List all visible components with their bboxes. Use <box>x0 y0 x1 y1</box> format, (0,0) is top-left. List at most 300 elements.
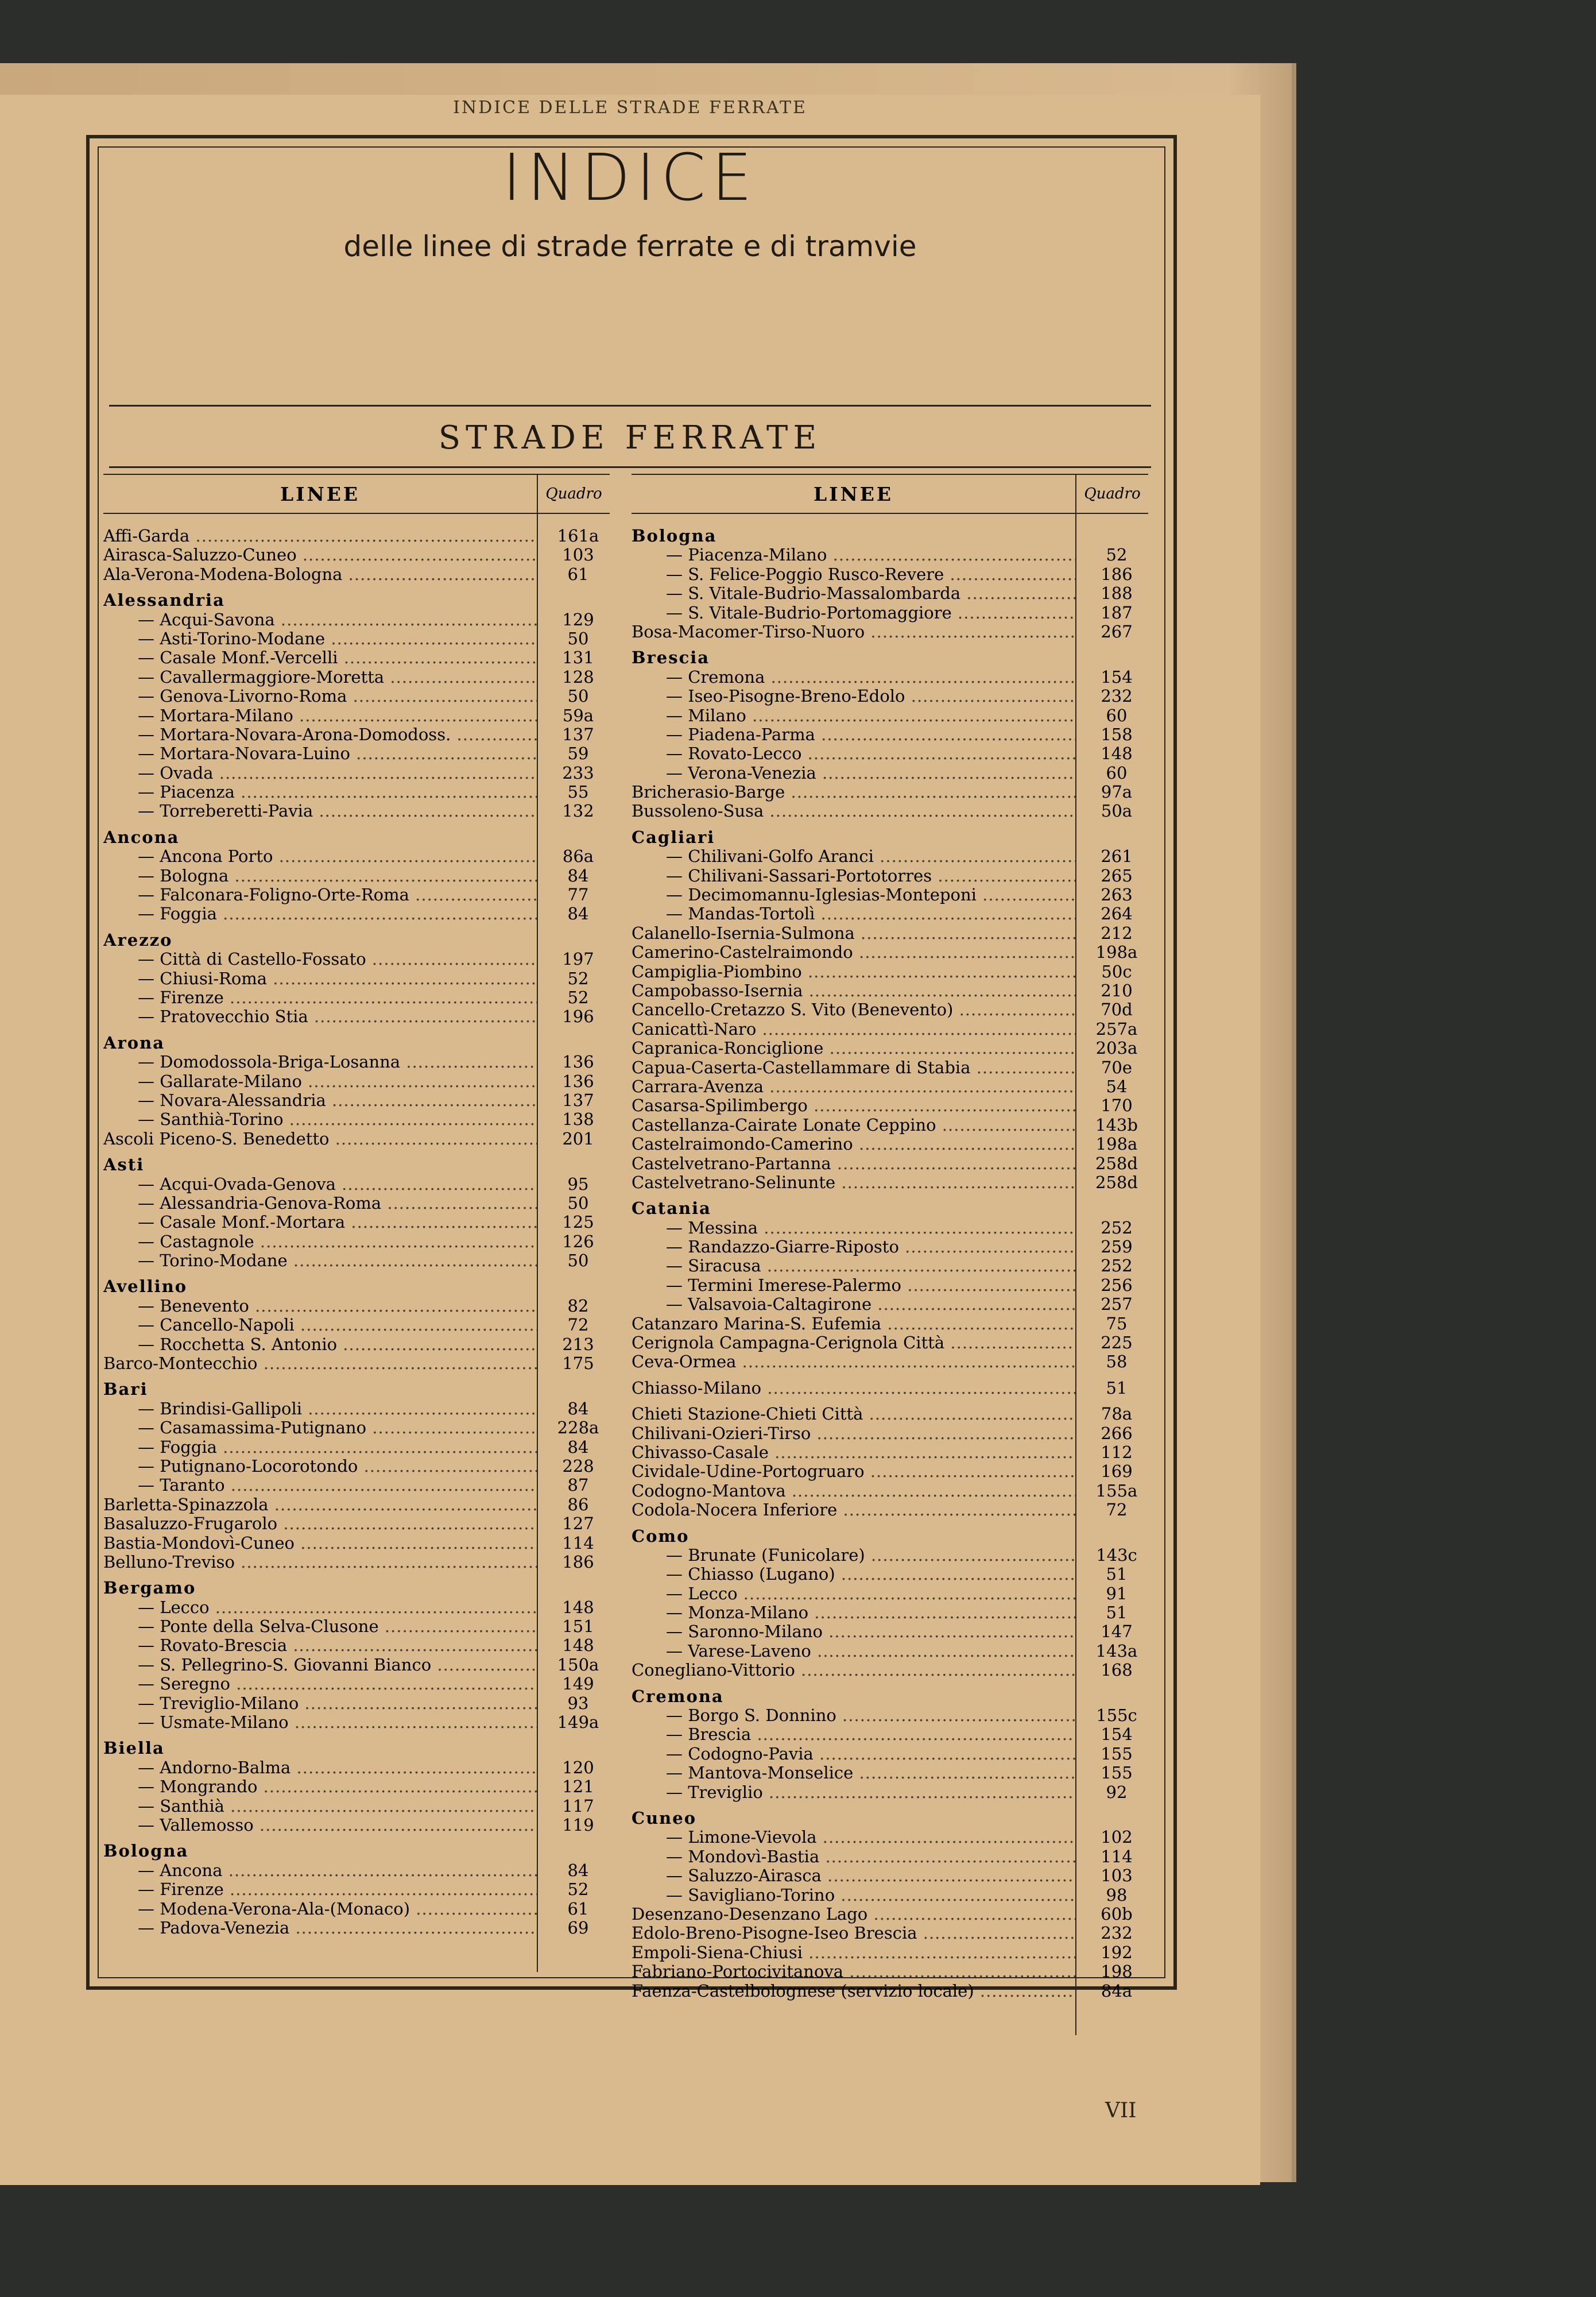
running-head: INDICE DELLE STRADE FERRATE <box>453 98 807 118</box>
entry-label: — Padova-Venezia <box>138 1918 290 1938</box>
index-entry <box>632 1501 1148 1519</box>
index-entry <box>632 1173 1148 1192</box>
entry-label: — S. Vitale-Budrio-Massalombarda <box>666 584 961 604</box>
entry-label: — Domodossola-Briga-Losanna <box>138 1053 401 1072</box>
entry-quadro: 263 <box>1101 885 1133 905</box>
page-subtitle: delle linee di strade ferrate e di tramvie <box>343 230 917 263</box>
entry-quadro: 143b <box>1095 1115 1138 1135</box>
entry-label: — Lecco <box>138 1598 210 1617</box>
entry-name <box>632 783 1076 802</box>
entry-name <box>632 764 1076 783</box>
entry-label: — Treviglio <box>666 1782 763 1802</box>
entry-name <box>632 885 1076 904</box>
entry-label: — Torreberetti-Pavia <box>138 802 313 821</box>
entry-name <box>632 1745 1076 1764</box>
entry-label: — Mondovì-Bastia <box>666 1847 820 1866</box>
entry-name <box>632 802 1076 821</box>
index-entry <box>632 1000 1148 1019</box>
index-city-heading <box>632 1199 1148 1218</box>
index-entry <box>632 962 1148 981</box>
index-entry <box>632 668 1148 687</box>
entry-quadro: 151 <box>562 1617 594 1637</box>
entry-name <box>632 1924 1076 1943</box>
entry-label: Barco-Montecchio <box>103 1354 258 1374</box>
entry-name <box>632 1352 1076 1371</box>
entry-label: — Mortara-Milano <box>138 706 293 725</box>
entry-name <box>103 1919 538 1938</box>
entry-label: — Casamassima-Putignano <box>138 1418 367 1438</box>
right-entries <box>632 527 1148 2001</box>
entry-quadro: 186 <box>562 1552 594 1572</box>
entry-quadro: 51 <box>1106 1564 1128 1584</box>
entry-quadro: 58 <box>1106 1352 1128 1372</box>
entry-name <box>632 1276 1076 1295</box>
entry-name <box>103 950 538 969</box>
entry-name <box>103 591 538 610</box>
entry-name <box>103 1354 538 1373</box>
entry-name <box>103 1514 538 1533</box>
index-entry <box>632 1020 1148 1039</box>
index-entry <box>103 1816 610 1835</box>
entry-name <box>103 1758 538 1777</box>
entry-quadro: 168 <box>1101 1660 1133 1680</box>
index-entry <box>103 1617 610 1636</box>
left-column-header <box>103 474 610 514</box>
header-lines: LINEE <box>813 482 894 505</box>
entry-name <box>103 1777 538 1796</box>
entry-name <box>632 828 1076 847</box>
entry-quadro: 72 <box>1106 1500 1128 1520</box>
entry-label: — Brescia <box>666 1725 751 1745</box>
index-entry <box>103 904 610 923</box>
entry-label: — Ancona Porto <box>138 847 273 867</box>
index-city-heading <box>632 1687 1148 1706</box>
entry-label: — Lecco <box>666 1584 738 1603</box>
entry-quadro: 50 <box>567 1251 589 1271</box>
entry-label: — Codogno-Pavia <box>666 1744 814 1764</box>
entry-name <box>632 648 1076 667</box>
entry-name <box>103 1251 538 1270</box>
entry-quadro: 266 <box>1101 1423 1133 1443</box>
entry-quadro: 114 <box>562 1533 594 1553</box>
index-entry <box>103 802 610 821</box>
entry-name <box>103 648 538 667</box>
entry-name <box>632 1039 1076 1058</box>
entry-quadro: 225 <box>1101 1333 1133 1353</box>
entry-name <box>103 1380 538 1399</box>
entry-quadro: 87 <box>567 1475 589 1495</box>
entry-name <box>632 706 1076 725</box>
entry-label: Cuneo <box>632 1809 697 1828</box>
entry-name <box>103 1713 538 1732</box>
entry-name <box>632 1828 1076 1847</box>
entry-label: — Seregno <box>138 1675 230 1694</box>
entry-label: Desenzano-Desenzano Lago <box>632 1904 868 1924</box>
index-entry <box>632 1135 1148 1154</box>
entry-name <box>103 1335 538 1354</box>
index-entry <box>103 1251 610 1270</box>
index-entry <box>632 943 1148 962</box>
index-entry <box>632 1565 1148 1584</box>
index-entry <box>103 1110 610 1129</box>
entry-quadro: 203a <box>1095 1038 1138 1058</box>
entry-name <box>103 687 538 706</box>
entry-name <box>103 1900 538 1919</box>
entry-label: — Cremona <box>666 667 765 687</box>
index-entry <box>103 1495 610 1514</box>
entry-label: — Acqui-Ovada-Genova <box>138 1174 336 1194</box>
entry-quadro: 257a <box>1095 1019 1138 1039</box>
index-city-heading <box>632 1527 1148 1546</box>
entry-label: Bastia-Mondovì-Cuneo <box>103 1533 295 1553</box>
index-entry <box>103 1880 610 1899</box>
index-entry <box>103 1514 610 1533</box>
entry-label: — Santhià <box>138 1796 224 1816</box>
entry-name <box>632 1603 1076 1622</box>
entry-quadro: 103 <box>1101 1866 1133 1886</box>
entry-label: Chivasso-Casale <box>632 1443 769 1462</box>
index-entry <box>103 988 610 1007</box>
index-entry <box>103 610 610 629</box>
entry-name <box>103 1175 538 1194</box>
entry-name <box>103 1399 538 1418</box>
entry-name <box>103 668 538 687</box>
index-entry <box>632 1725 1148 1744</box>
entry-name <box>103 1579 538 1598</box>
entry-quadro: 131 <box>562 648 594 668</box>
entry-name <box>103 565 538 584</box>
entry-name <box>632 604 1076 622</box>
entry-name <box>632 1058 1076 1077</box>
index-entry <box>103 1900 610 1919</box>
entry-label: — Siracusa <box>666 1256 761 1276</box>
index-entry <box>632 783 1148 802</box>
entry-name <box>632 744 1076 763</box>
index-entry <box>632 1256 1148 1275</box>
index-entry <box>103 1598 610 1617</box>
entry-quadro: 258d <box>1095 1153 1138 1173</box>
entry-name <box>632 1687 1076 1706</box>
entry-label: Codogno-Mantova <box>632 1481 786 1501</box>
title-rule <box>109 405 1151 407</box>
entry-label: Como <box>632 1526 689 1546</box>
index-entry <box>103 1130 610 1148</box>
entry-label: — Saronno-Milano <box>666 1622 823 1642</box>
entry-name <box>103 1091 538 1110</box>
index-entry <box>103 1418 610 1437</box>
entry-quadro: 93 <box>567 1693 589 1713</box>
entry-label: — Casale Monf.-Mortara <box>138 1213 346 1232</box>
entry-label: — Saluzzo-Airasca <box>666 1866 822 1886</box>
entry-name <box>632 1962 1076 1981</box>
entry-label: — Messina <box>666 1218 758 1238</box>
entry-label: — Chilivani-Golfo Aranci <box>666 847 874 867</box>
entry-label: — Castagnole <box>138 1232 254 1251</box>
entry-quadro: 117 <box>562 1796 594 1816</box>
entry-label: — Treviglio-Milano <box>138 1693 299 1713</box>
index-entry <box>632 1603 1148 1622</box>
index-city-heading <box>103 1380 610 1399</box>
header-lines: LINEE <box>280 482 361 505</box>
entry-name <box>632 1314 1076 1333</box>
entry-quadro: 232 <box>1101 1923 1133 1943</box>
index-city-heading <box>632 527 1148 546</box>
entry-label: Chieti Stazione-Chieti Città <box>632 1405 863 1424</box>
index-entry <box>103 744 610 763</box>
entry-quadro: 261 <box>1101 846 1133 867</box>
index-entry <box>103 725 610 744</box>
entry-name <box>103 1034 538 1053</box>
entry-label: Affi-Garda <box>103 527 190 546</box>
entry-quadro: 137 <box>562 1090 594 1110</box>
entry-quadro: 147 <box>1101 1622 1133 1642</box>
entry-quadro: 192 <box>1101 1942 1133 1962</box>
entry-quadro: 154 <box>1101 667 1133 687</box>
entry-label: Chilivani-Ozieri-Tirso <box>632 1424 811 1443</box>
entry-name <box>632 1501 1076 1519</box>
entry-quadro: 213 <box>562 1334 594 1354</box>
entry-name <box>103 1880 538 1899</box>
index-entry <box>103 1213 610 1232</box>
entry-name <box>103 1476 538 1495</box>
index-entry <box>103 565 610 584</box>
entry-label: — Iseo-Pisogne-Breno-Edolo <box>666 687 905 706</box>
entry-name <box>103 1194 538 1213</box>
entry-quadro: 61 <box>567 1898 589 1919</box>
entry-name <box>632 1982 1076 2001</box>
entry-name <box>103 1007 538 1026</box>
index-entry <box>632 924 1148 943</box>
entry-name <box>632 1886 1076 1905</box>
entry-quadro: 128 <box>562 667 594 687</box>
index-entry <box>632 1058 1148 1077</box>
entry-label: Bricherasio-Barge <box>632 783 785 802</box>
entry-label: Castelvetrano-Selinunte <box>632 1173 836 1192</box>
entry-name <box>632 565 1076 584</box>
entry-label: Edolo-Breno-Pisogne-Iseo Brescia <box>632 1924 917 1943</box>
index-entry <box>632 1622 1148 1641</box>
entry-name <box>103 546 538 564</box>
entry-label: Biella <box>103 1739 165 1758</box>
entry-quadro: 197 <box>562 949 594 969</box>
entry-quadro: 154 <box>1101 1724 1133 1745</box>
index-entry <box>103 1297 610 1316</box>
entry-quadro: 228a <box>557 1418 599 1438</box>
entry-quadro: 155a <box>1095 1480 1138 1501</box>
index-city-heading <box>103 1579 610 1598</box>
entry-quadro: 258d <box>1095 1172 1138 1192</box>
index-entry <box>632 1333 1148 1352</box>
entry-quadro: 148 <box>562 1597 594 1617</box>
entry-label: Carrara-Avenza <box>632 1077 764 1096</box>
index-entry <box>632 1462 1148 1481</box>
entry-quadro: 84a <box>1101 1981 1133 2001</box>
entry-quadro: 149 <box>562 1674 594 1694</box>
index-entry <box>632 1276 1148 1295</box>
entry-name <box>632 1116 1076 1135</box>
entry-label: Ancona <box>103 827 180 847</box>
index-entry <box>632 1116 1148 1135</box>
index-entry <box>103 1694 610 1713</box>
entry-quadro: 102 <box>1101 1827 1133 1847</box>
section-heading: STRADE FERRATE <box>438 419 822 457</box>
entry-label: — Rocchetta S. Antonio <box>138 1335 338 1354</box>
entry-name <box>103 1457 538 1476</box>
index-city-heading <box>103 1034 610 1053</box>
entry-label: Alessandria <box>103 591 225 610</box>
entry-label: Fabriano-Portocivitanova <box>632 1962 844 1982</box>
entry-label: — Randazzo-Giarre-Riposto <box>666 1238 899 1257</box>
entry-label: Bologna <box>632 527 717 546</box>
entry-quadro: 59a <box>562 705 594 725</box>
entry-label: — Firenze <box>138 988 224 1007</box>
index-entry <box>103 668 610 687</box>
entry-quadro: 126 <box>562 1231 594 1251</box>
entry-label: Brescia <box>632 648 710 668</box>
index-entry <box>103 1354 610 1373</box>
entry-name <box>632 943 1076 962</box>
index-entry <box>632 1219 1148 1238</box>
entry-quadro: 212 <box>1101 923 1133 943</box>
entry-quadro: 155 <box>1101 1763 1133 1783</box>
entry-name <box>632 1764 1076 1782</box>
entry-name <box>103 931 538 950</box>
entry-quadro: 70e <box>1101 1057 1133 1077</box>
index-entry <box>103 1797 610 1816</box>
entry-label: — Rovato-Lecco <box>666 744 802 764</box>
entry-quadro: 175 <box>562 1354 594 1374</box>
page-number: VII <box>1105 2099 1137 2122</box>
entry-label: — Alessandria-Genova-Roma <box>138 1193 382 1213</box>
index-entry <box>632 1352 1148 1371</box>
entry-name <box>632 1866 1076 1885</box>
entry-label: — Piadena-Parma <box>666 725 815 744</box>
entry-quadro: 252 <box>1101 1217 1133 1238</box>
entry-name <box>103 1694 538 1713</box>
entry-quadro: 149a <box>557 1712 599 1733</box>
index-entry <box>103 629 610 648</box>
entry-name <box>632 584 1076 603</box>
entry-name <box>632 1219 1076 1238</box>
index-entry <box>632 1847 1148 1866</box>
entry-label: Asti <box>103 1155 145 1175</box>
entry-quadro: 112 <box>1101 1442 1133 1462</box>
entry-label: — Brunate (Funicolare) <box>666 1545 865 1565</box>
entry-quadro: 82 <box>567 1296 589 1316</box>
entry-name <box>632 1565 1076 1584</box>
entry-quadro: 60b <box>1101 1904 1133 1924</box>
entry-name <box>103 1130 538 1148</box>
entry-label: — Firenze <box>138 1880 224 1900</box>
entry-name <box>103 847 538 866</box>
index-entry <box>103 867 610 885</box>
entry-label: Airasca-Saluzzo-Cuneo <box>103 546 297 565</box>
entry-name <box>632 867 1076 885</box>
index-entry <box>103 1758 610 1777</box>
entry-quadro: 155c <box>1096 1706 1137 1726</box>
entry-label: — Savigliano-Torino <box>666 1885 835 1905</box>
index-city-heading <box>103 931 610 950</box>
entry-name <box>103 1418 538 1437</box>
entry-quadro: 70d <box>1101 1000 1133 1020</box>
index-entry <box>632 1379 1148 1398</box>
index-entry <box>632 764 1148 783</box>
entry-label: — Gallarate-Milano <box>138 1072 302 1091</box>
index-entry <box>632 725 1148 744</box>
entry-label: — Benevento <box>138 1296 249 1316</box>
entry-label: Bergamo <box>103 1579 196 1598</box>
entry-quadro: 84 <box>567 904 589 924</box>
index-entry <box>103 1476 610 1495</box>
entry-quadro: 138 <box>562 1109 594 1130</box>
entry-name <box>632 1020 1076 1039</box>
entry-quadro: 60 <box>1106 763 1128 783</box>
entry-label: — Ovada <box>138 763 214 783</box>
index-city-heading <box>103 1277 610 1296</box>
entry-quadro: 127 <box>562 1514 594 1534</box>
entry-label: Cremona <box>632 1687 724 1706</box>
header-quadro: Quadro <box>537 475 610 513</box>
entry-name <box>632 622 1076 641</box>
entry-label: Cerignola Campagna-Cerignola Città <box>632 1333 945 1353</box>
entry-name <box>103 1598 538 1617</box>
entry-name <box>103 1213 538 1232</box>
entry-quadro: 78a <box>1101 1404 1133 1424</box>
entry-label: Ceva-Ormea <box>632 1352 737 1372</box>
index-entry <box>632 1886 1148 1905</box>
entry-quadro: 259 <box>1101 1237 1133 1257</box>
entry-quadro: 50 <box>567 686 589 706</box>
entry-name <box>103 969 538 988</box>
entry-label: Bologna <box>103 1842 189 1861</box>
entry-quadro: 77 <box>567 885 589 905</box>
header-quadro: Quadro <box>1075 475 1148 513</box>
index-entry <box>632 1424 1148 1443</box>
index-city-heading <box>103 828 610 847</box>
entry-label: — Chiasso (Lugano) <box>666 1565 835 1584</box>
right-column-header <box>632 474 1148 514</box>
entry-name <box>103 1072 538 1091</box>
entry-quadro: 264 <box>1101 904 1133 924</box>
entry-name <box>632 1443 1076 1462</box>
index-city-heading <box>632 828 1148 847</box>
entry-quadro: 143c <box>1096 1545 1137 1565</box>
index-entry <box>632 1443 1148 1462</box>
entry-name <box>632 1462 1076 1481</box>
index-entry <box>103 1007 610 1026</box>
entry-quadro: 136 <box>562 1052 594 1072</box>
entry-label: Campobasso-Isernia <box>632 981 803 1000</box>
entry-label: Bussoleno-Susa <box>632 802 764 821</box>
index-entry <box>103 1232 610 1251</box>
entry-label: Castellanza-Cairate Lonate Ceppino <box>632 1115 936 1135</box>
index-entry <box>632 1154 1148 1173</box>
entry-label: Barletta-Spinazzola <box>103 1495 269 1514</box>
index-entry <box>632 1096 1148 1115</box>
entry-name <box>632 1943 1076 1962</box>
entry-name <box>103 1842 538 1861</box>
entry-label: — Verona-Venezia <box>666 763 816 783</box>
entry-quadro: 50c <box>1101 961 1132 981</box>
index-entry <box>103 1399 610 1418</box>
index-entry <box>103 1194 610 1213</box>
index-entry <box>103 706 610 725</box>
entry-label: — Vallemosso <box>138 1816 254 1835</box>
entry-label: — Mongrando <box>138 1777 258 1797</box>
entry-label: Capua-Caserta-Castellammare di Stabia <box>632 1058 971 1077</box>
entry-name <box>103 1053 538 1072</box>
index-entry <box>103 1175 610 1194</box>
